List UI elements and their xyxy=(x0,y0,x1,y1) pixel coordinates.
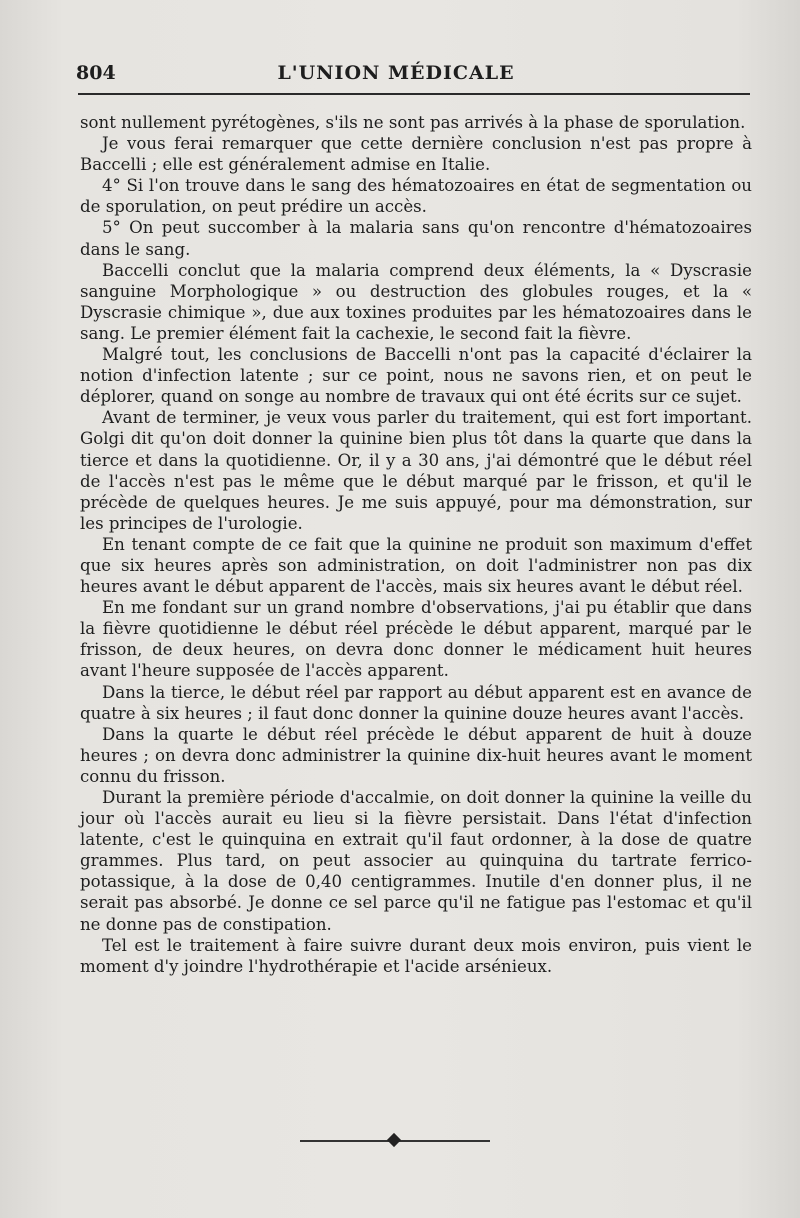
paragraph: Dans la tierce, le début réel par rapport au début apparent est en avance de quatre à six heures ; il faut donc donner la quinine douze heures avant l'accès. xyxy=(80,682,752,723)
paragraph: En me fondant sur un grand nombre d'observations, j'ai pu établir que dans la fièvre quotidienne le début réel précède le début apparent, marqué par le frisson, de deux heures, on devra donc donner le médicament huit heures avant l'heure supposée de l'accès apparent. xyxy=(80,598,752,681)
paragraph: Je vous ferai remarquer que cette dernière conclusion n'est pas propre à Baccelli ; elle est généralement admise en Italie. xyxy=(80,134,752,175)
ornament-diamond-icon xyxy=(387,1133,401,1147)
article-body xyxy=(80,112,752,977)
paragraph: sont nullement pyrétogènes, s'ils ne sont pas arrivés à la phase de sporulation. xyxy=(80,113,746,132)
paragraph: Baccelli conclut que la malaria comprend deux éléments, la « Dyscrasie sanguine Morphologique » ou destruction des globules rouges, et la « Dyscrasie chimique », due aux toxines produites par les hématozoaires dans le sang. Le premier élément fait la cachexie, le second fait la fièvre. xyxy=(80,260,752,343)
paragraph: Avant de terminer, je veux vous parler du traitement, qui est fort important. Golgi dit qu'on doit donner la quinine bien plus tôt dans la quarte que dans la tierce et dans la quotidienne. Or, il y a 30 ans, j'ai démontré que le début réel de l'accès n'est pas le même que le début marqué par le frisson, et qu'il le précède de quelques heures. Je me suis appuyé, pour ma démonstration, sur les principes de l'urologie. xyxy=(80,408,752,533)
paragraph: Durant la première période d'accalmie, on doit donner la quinine la veille du jour où l'accès aurait eu lieu si la fièvre persistait. Dans l'état d'infection latente, c'est le quinquina en extrait qu'il faut ordonner, à la dose de quatre grammes. Plus tard, on peut associer au quinquina du tartrate ferrico-potassique, à la dose de 0,40 centigrammes. Inutile d'en donner plus, il ne serait pas absorbé. Je donne ce sel parce qu'il ne fatigue pas l'estomac et qu'il ne donne pas de constipation. xyxy=(80,788,752,934)
paragraph: Tel est le traitement à faire suivre durant deux mois environ, puis vient le moment d'y joindre l'hydrothérapie et l'acide arsénieux. xyxy=(80,935,752,976)
paragraph: Dans la quarte le début réel précède le début apparent de huit à douze heures ; on devra donc administrer la quinine dix-huit heures avant le moment connu du frisson. xyxy=(80,724,752,786)
paragraph: En tenant compte de ce fait que la quinine ne produit son maximum d'effet que six heures après son administration, on doit l'administrer non pas dix heures avant le début apparent de l'accès, mais six heures avant le début réel. xyxy=(80,534,752,597)
page-number: 804 xyxy=(76,62,116,84)
paragraph: Malgré tout, les conclusions de Baccelli n'ont pas la capacité d'éclairer la notion d'infection latente ; sur ce point, nous ne savons rien, et on peut le déplorer, quand on songe au nombre de travaux qui ont été écrits sur ce sujet. xyxy=(80,345,752,407)
paragraph: 4° Si l'on trouve dans le sang des hématozoaires en état de segmentation ou de sporulation, on peut prédire un accès. xyxy=(80,176,752,217)
journal-title: L'UNION MÉDICALE xyxy=(277,62,515,84)
paragraph: 5° On peut succomber à la malaria sans qu'on rencontre d'hématozoaires dans le sang. xyxy=(80,218,752,259)
header-rule xyxy=(78,93,750,95)
end-ornament xyxy=(300,1137,490,1145)
running-head xyxy=(76,56,756,90)
